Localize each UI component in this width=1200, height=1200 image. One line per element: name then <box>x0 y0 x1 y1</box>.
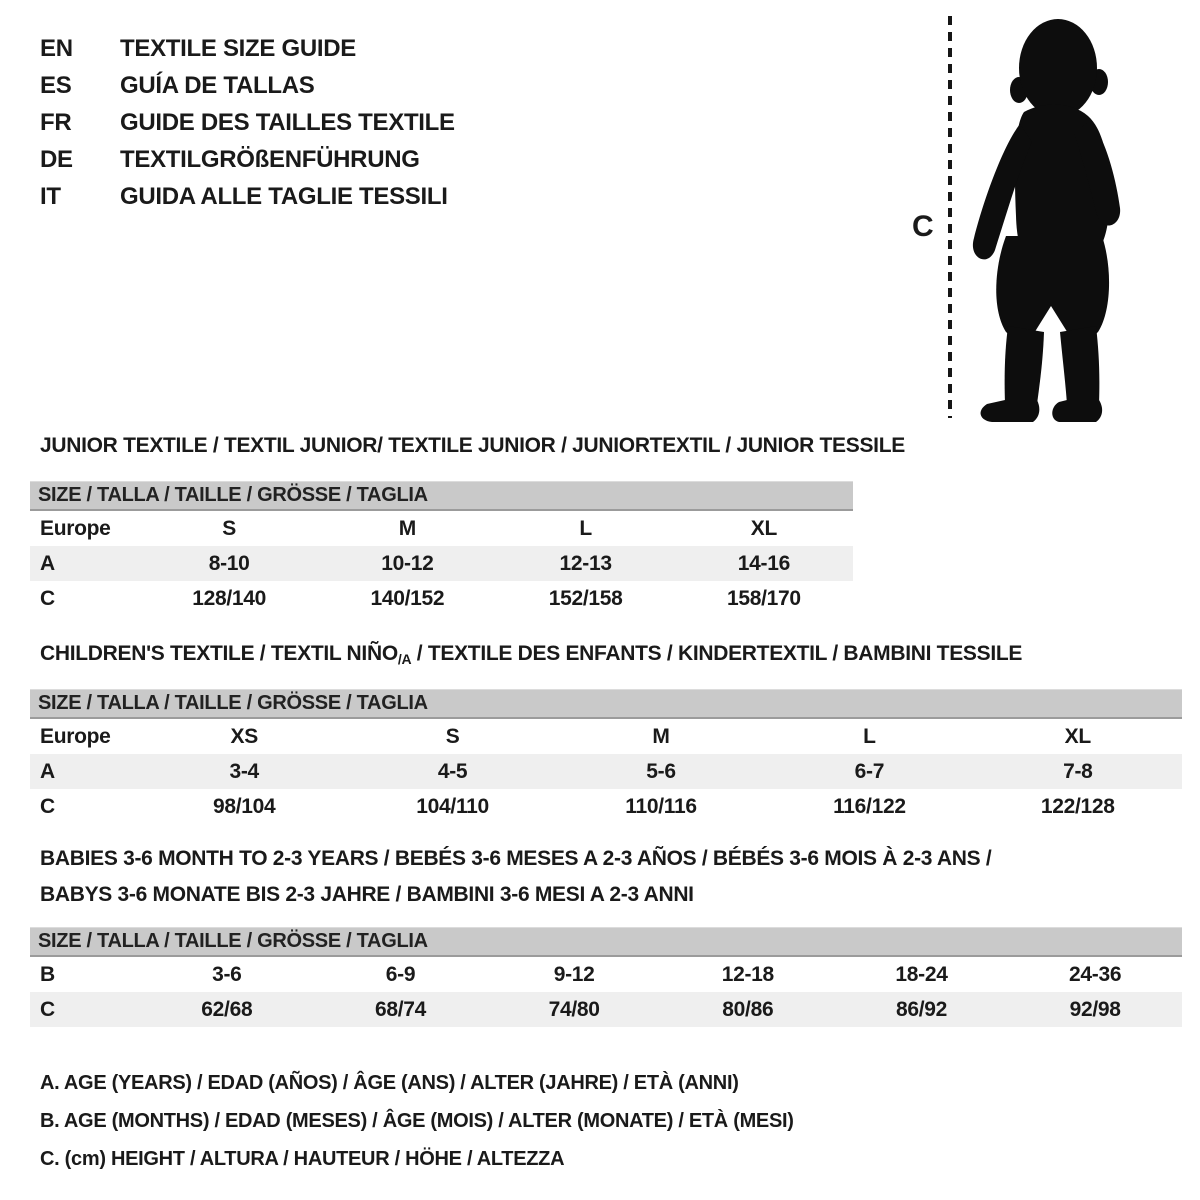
table-cell: 116/122 <box>833 795 906 818</box>
guide-title: GUIDE DES TAILLES TEXTILE <box>120 109 455 136</box>
guide-title: TEXTILGRÖßENFÜHRUNG <box>120 146 420 173</box>
size-header-label: SIZE / TALLA / TAILLE / GRÖSSE / TAGLIA <box>38 484 428 506</box>
children-section-title <box>40 641 1022 672</box>
language-row <box>40 178 455 215</box>
footnote-b: B. AGE (MONTHS) / EDAD (MESES) / ÂGE (MOIS) / ALTER (MONATE) / ETÀ (MESI) <box>40 1110 794 1132</box>
table-row <box>30 789 1182 824</box>
table-cell: 62/68 <box>201 998 253 1021</box>
table-cell: 12-13 <box>559 552 612 575</box>
language-row <box>40 104 455 141</box>
table-cell: 104/110 <box>416 795 489 818</box>
table-cell: XL <box>1064 725 1091 748</box>
row-label: A <box>40 552 55 575</box>
row-label: C <box>40 795 55 818</box>
table-cell: 86/92 <box>895 998 948 1021</box>
language-code: ES <box>40 72 72 99</box>
table-cell: 5-6 <box>646 760 676 783</box>
table-cell: 140/152 <box>370 587 445 610</box>
table-row <box>30 992 1182 1027</box>
table-cell: L <box>863 725 876 748</box>
row-label: C <box>40 998 55 1021</box>
table-row <box>30 754 1182 789</box>
row-label: Europe <box>40 725 111 748</box>
table-cell: S <box>445 725 460 748</box>
table-cell: XS <box>230 725 258 748</box>
table-row <box>30 581 853 616</box>
table-cell: 158/170 <box>726 587 801 610</box>
table-cell: M <box>398 517 416 540</box>
table-cell: 98/104 <box>212 795 276 818</box>
table-cell: 74/80 <box>548 998 600 1021</box>
table-cell: L <box>579 517 592 540</box>
children-title-text: CHILDREN'S TEXTILE / TEXTIL NIÑO <box>40 642 398 665</box>
table-cell: 7-8 <box>1063 760 1093 783</box>
language-code: IT <box>40 183 61 210</box>
row-label: C <box>40 587 55 610</box>
table-cell: 80/86 <box>722 998 774 1021</box>
guide-title: TEXTILE SIZE GUIDE <box>120 35 356 62</box>
size-header-bar <box>30 481 853 511</box>
table-cell: 4-5 <box>437 760 468 783</box>
table-cell: 110/116 <box>625 795 697 818</box>
junior-size-table <box>30 481 853 616</box>
children-title-subscript: /A <box>397 651 412 667</box>
size-header-label: SIZE / TALLA / TAILLE / GRÖSSE / TAGLIA <box>38 692 428 714</box>
table-cell: 68/74 <box>374 998 427 1021</box>
footnote-a: A. AGE (YEARS) / EDAD (AÑOS) / ÂGE (ANS) / ALTER (JAHRE) / ETÀ (ANNI) <box>40 1072 739 1094</box>
language-title-list <box>40 30 455 215</box>
row-label: Europe <box>40 517 111 540</box>
table-cell: M <box>652 725 670 748</box>
table-row <box>30 511 853 546</box>
table-cell: XL <box>750 517 777 540</box>
babies-size-table <box>30 927 1182 1027</box>
language-code: EN <box>40 35 73 62</box>
table-cell: 3-6 <box>212 963 242 986</box>
language-code: DE <box>40 146 73 173</box>
table-cell: 92/98 <box>1069 998 1121 1021</box>
size-header-label: SIZE / TALLA / TAILLE / GRÖSSE / TAGLIA <box>38 930 428 952</box>
height-measure-label: C <box>912 210 934 243</box>
table-cell: 24-36 <box>1069 963 1122 986</box>
table-cell: 8-10 <box>208 552 250 575</box>
table-cell: 152/158 <box>548 587 623 610</box>
table-row <box>30 719 1182 754</box>
language-row <box>40 141 455 178</box>
children-size-table <box>30 689 1182 824</box>
baby-silhouette-icon <box>962 10 1140 422</box>
language-row <box>40 30 455 67</box>
row-label: A <box>40 760 55 783</box>
table-cell: 3-4 <box>229 760 259 783</box>
table-cell: 12-18 <box>721 963 774 986</box>
table-cell: 14-16 <box>737 552 790 575</box>
language-code: FR <box>40 109 72 136</box>
size-header-bar <box>30 689 1182 719</box>
babies-section-title-line1: BABIES 3-6 MONTH TO 2-3 YEARS / BEBÉS 3-6 MESES A 2-3 AÑOS / BÉBÉS 3-6 MOIS À 2-3 ANS / <box>40 847 992 870</box>
table-cell: 10-12 <box>381 552 434 575</box>
table-cell: 9-12 <box>553 963 595 986</box>
footnote-c: C. (cm) HEIGHT / ALTURA / HAUTEUR / HÖHE / ALTEZZA <box>40 1148 565 1170</box>
table-cell: 18-24 <box>895 963 948 986</box>
table-cell: 6-9 <box>385 963 416 986</box>
babies-section-title-line2: BABYS 3-6 MONATE BIS 2-3 JAHRE / BAMBINI 3-6 MESI A 2-3 ANNI <box>40 883 694 906</box>
table-cell: 122/128 <box>1040 795 1115 818</box>
table-cell: S <box>222 517 236 540</box>
junior-section-title: JUNIOR TEXTILE / TEXTIL JUNIOR/ TEXTILE JUNIOR / JUNIORTEXTIL / JUNIOR TESSILE <box>40 434 905 457</box>
footnote-legend <box>40 1064 794 1178</box>
table-row <box>30 546 853 581</box>
table-cell: 6-7 <box>854 760 885 783</box>
size-header-bar <box>30 927 1182 957</box>
guide-title: GUÍA DE TALLAS <box>120 72 315 99</box>
table-row <box>30 957 1182 992</box>
language-row <box>40 67 455 104</box>
guide-title: GUIDA ALLE TAGLIE TESSILI <box>120 183 448 210</box>
children-title-text: / TEXTILE DES ENFANTS / KINDERTEXTIL / BAMBINI TESSILE <box>411 642 1023 665</box>
row-label: B <box>40 963 55 986</box>
height-measure-dashed-line <box>948 16 952 418</box>
table-cell: 128/140 <box>192 587 267 610</box>
